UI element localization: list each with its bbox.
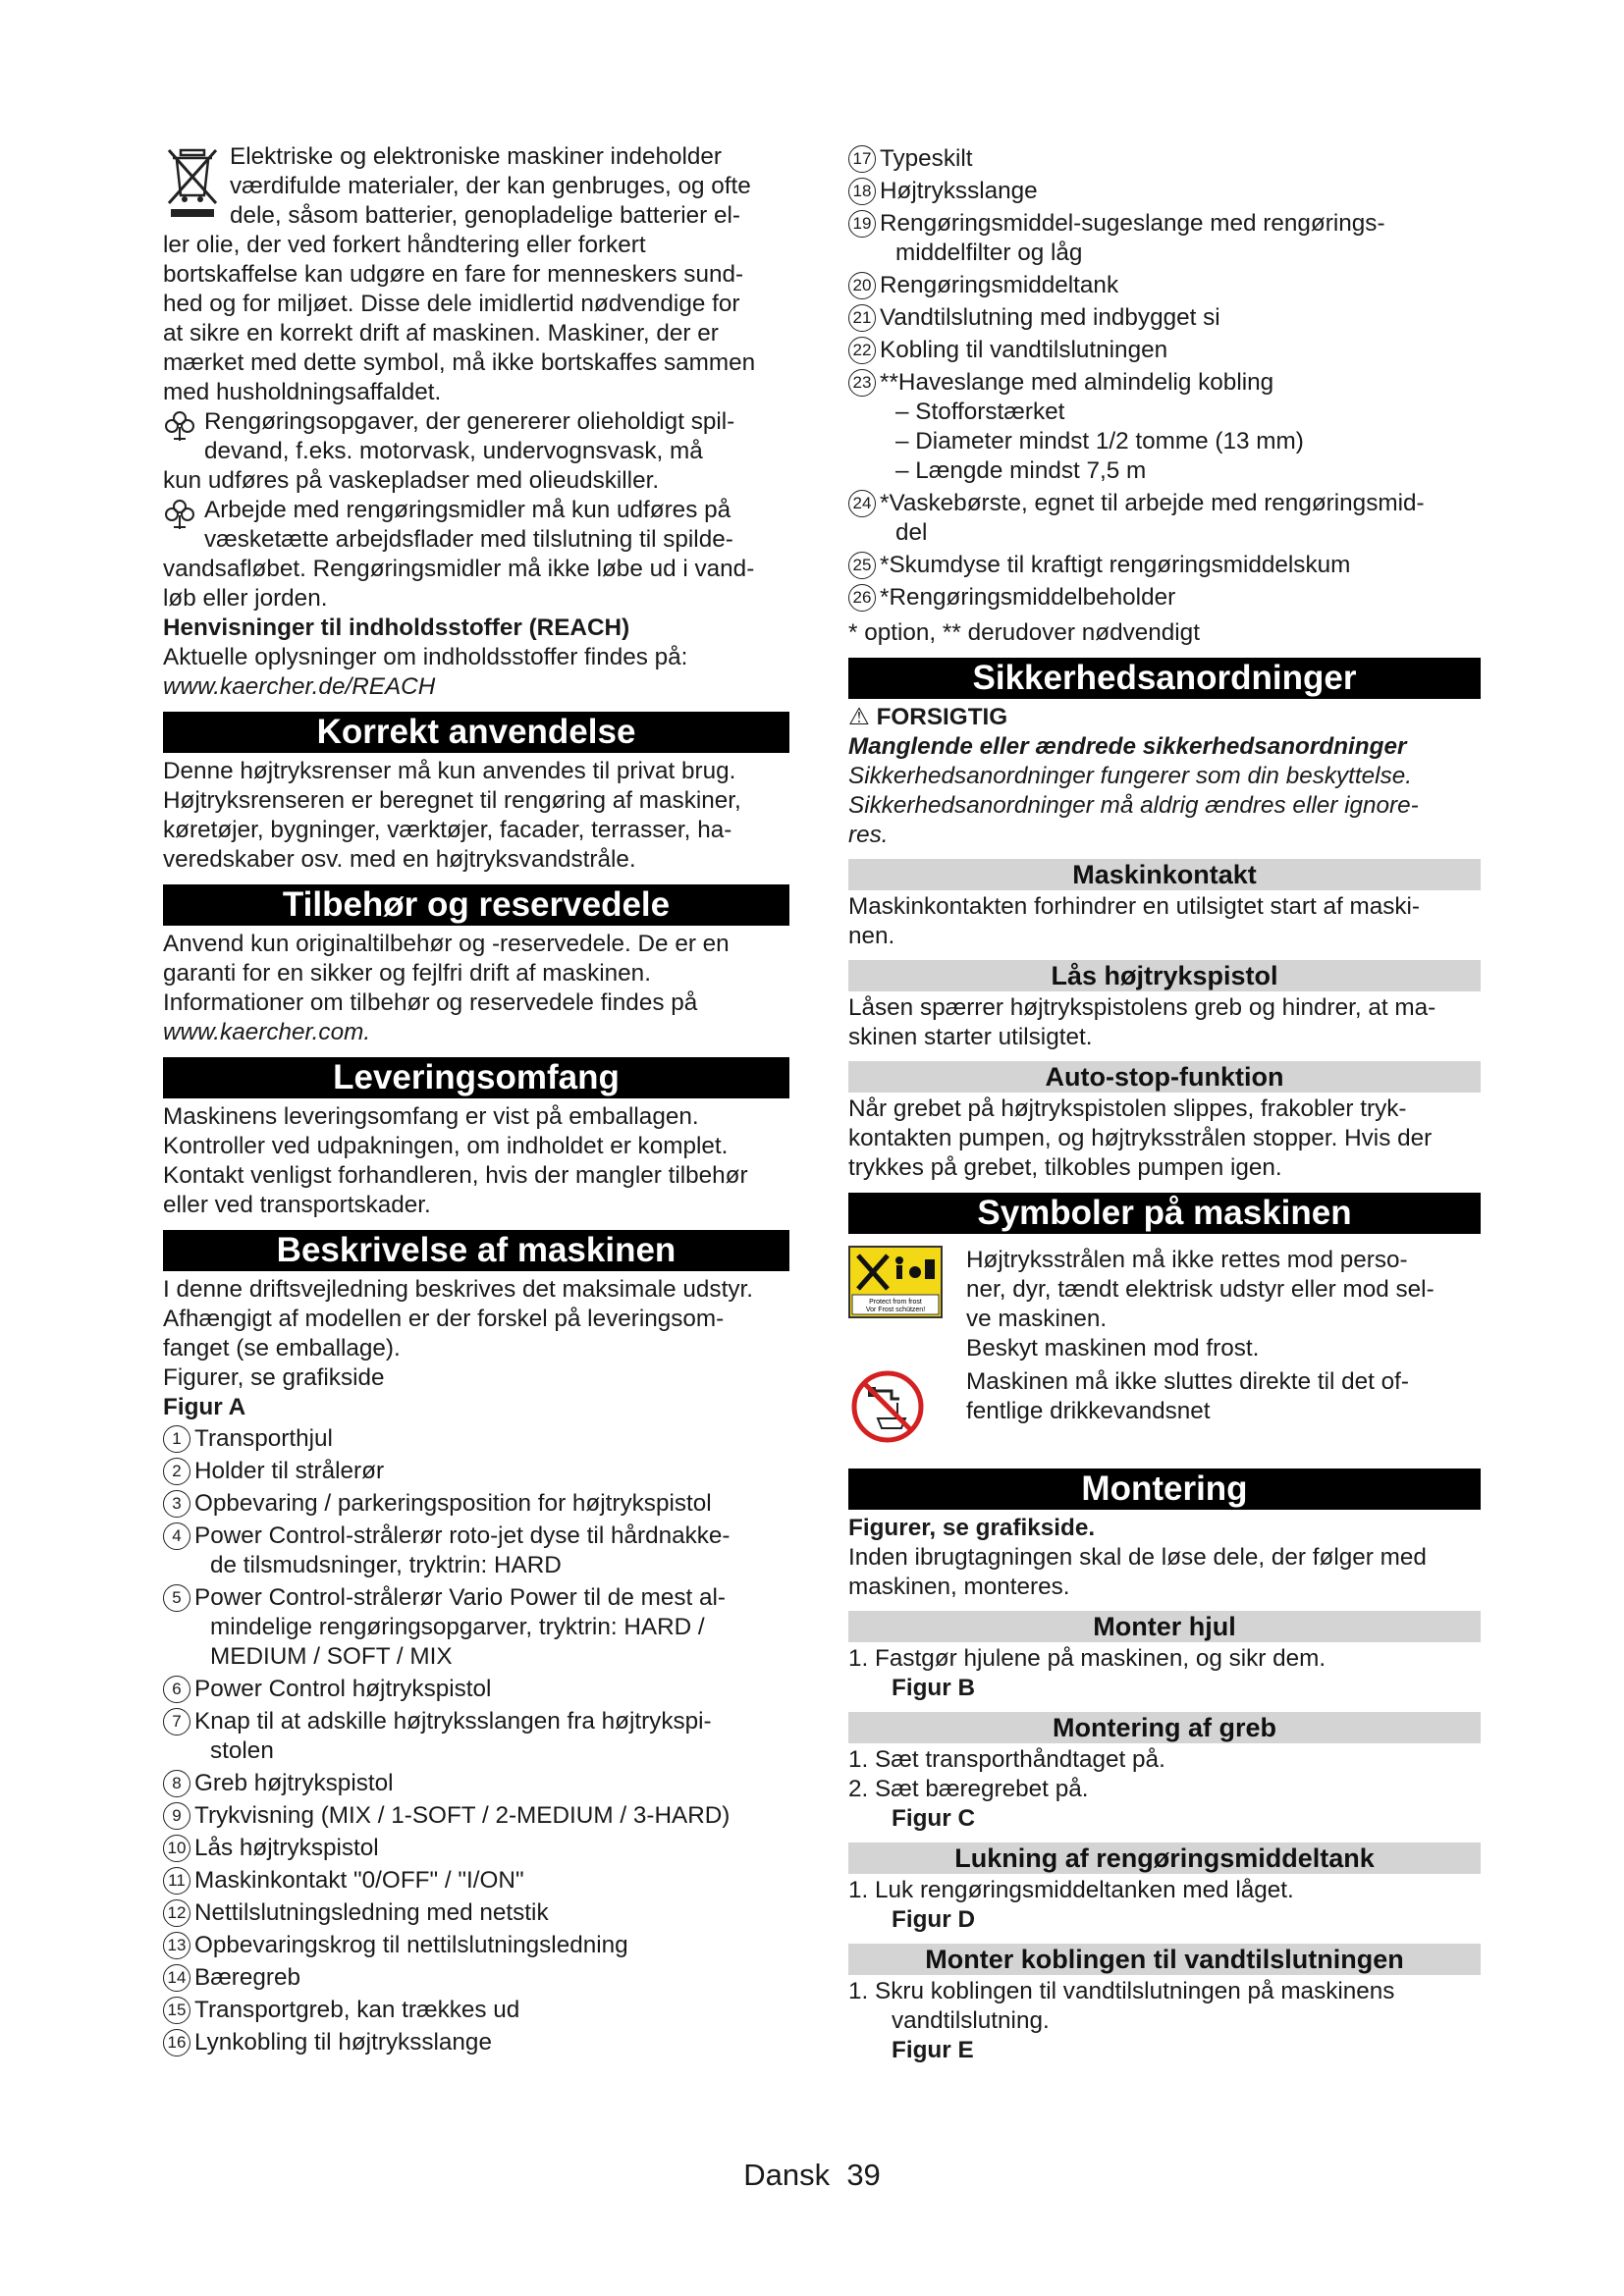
list-item xyxy=(163,1457,789,1486)
env-line: løb eller jorden. xyxy=(163,585,328,612)
text-line: Inden ibrugtagningen skal de løse dele, der følger med xyxy=(848,1544,1427,1571)
environment-icon xyxy=(163,409,196,443)
text-line: Maskinen må ikke sluttes direkte til det of- xyxy=(966,1368,1410,1395)
section-korrekt-anvendelse: Korrekt anvendelse xyxy=(163,712,789,753)
item-text xyxy=(192,1834,379,1863)
text-line: køretøjer, bygninger, værktøjer, facader, terrasser, ha- xyxy=(163,817,732,843)
weee-line: at sikre en korrekt drift af maskinen. Maskiner, der er xyxy=(163,320,719,347)
text-line: Højtryksrenseren er beregnet til rengøring af maskiner, xyxy=(163,787,741,814)
text-line: I denne driftsvejledning beskrives det maksimale udstyr. xyxy=(163,1276,753,1303)
text-line: ve maskinen. xyxy=(966,1306,1108,1332)
subsection-monter-hjul: Monter hjul xyxy=(848,1611,1481,1642)
text-line: Når grebet på højtrykspistolen slippes, frakobler tryk- xyxy=(848,1095,1407,1122)
list-item xyxy=(163,1866,789,1896)
item-number: 19 xyxy=(848,210,876,238)
item-line: *Vaskebørste, egnet til arbejde med rengøringsmid- xyxy=(880,490,1425,516)
symbol-row-drinkwater xyxy=(848,1367,1481,1451)
item-number: 26 xyxy=(848,584,876,612)
warning-line: Sikkerhedsanordninger må aldrig ændres eller ignore- xyxy=(848,792,1419,819)
component-list xyxy=(848,144,1481,613)
list-item xyxy=(163,1583,789,1672)
figure-ref: Figur D xyxy=(892,1906,976,1933)
component-list xyxy=(163,1424,789,2057)
list-item xyxy=(163,1707,789,1766)
item-line: Typeskilt xyxy=(880,145,973,172)
crossed-bin-icon xyxy=(163,144,222,219)
text-line: Figurer, se grafikside xyxy=(163,1364,385,1391)
item-text xyxy=(192,2028,492,2057)
warning-line: Sikkerhedsanordninger fungerer som din beskyttelse. xyxy=(848,763,1412,789)
item-text xyxy=(192,1489,712,1519)
figure-note: Figurer, se grafikside. xyxy=(848,1515,1096,1541)
list-item xyxy=(163,1424,789,1454)
item-number: 11 xyxy=(163,1867,190,1895)
list-item xyxy=(848,368,1481,486)
item-number: 2 xyxy=(163,1458,190,1485)
env-line: Arbejde med rengøringsmidler må kun udføres på xyxy=(204,497,731,523)
subsection-montering-greb: Montering af greb xyxy=(848,1712,1481,1743)
item-text xyxy=(192,1675,491,1704)
item-number: 6 xyxy=(163,1676,190,1703)
item-text xyxy=(878,303,1220,333)
text-line: garanti for en sikker og fejlfri drift af maskinen. xyxy=(163,960,651,987)
env-line: Rengøringsopgaver, der genererer olieholdigt spil- xyxy=(204,408,735,435)
item-text xyxy=(192,1898,549,1928)
item-text xyxy=(192,1707,712,1766)
list-item xyxy=(848,489,1481,548)
item-text xyxy=(192,1424,333,1454)
item-number: 4 xyxy=(163,1522,190,1550)
left-column xyxy=(163,142,789,2060)
item-text xyxy=(192,1931,628,1960)
footer-language: Dansk xyxy=(743,2158,831,2192)
item-line: Kobling til vandtilslutningen xyxy=(880,337,1168,363)
item-number: 5 xyxy=(163,1584,190,1612)
step: 1. Sæt transporthåndtaget på. xyxy=(848,1746,1165,1773)
list-item xyxy=(848,583,1481,613)
subsection-maskinkontakt: Maskinkontakt xyxy=(848,859,1481,890)
item-text xyxy=(878,336,1167,365)
section-leveringsomfang: Leveringsomfang xyxy=(163,1057,789,1098)
item-line: stolen xyxy=(210,1737,274,1764)
list-item xyxy=(848,271,1481,300)
symbol-image xyxy=(848,1246,966,1323)
item-text xyxy=(878,144,973,174)
item-number: 17 xyxy=(848,145,876,173)
item-line: mindelige rengøringsopgarver, tryktrin: HARD / xyxy=(210,1614,705,1640)
item-line: Holder til strålerør xyxy=(194,1458,385,1484)
jet-warning-icon xyxy=(848,1246,943,1318)
list-item xyxy=(163,1931,789,1960)
item-number: 8 xyxy=(163,1770,190,1797)
item-text xyxy=(192,1769,394,1798)
step: 1. Fastgør hjulene på maskinen, og sikr dem. xyxy=(848,1645,1326,1672)
env-paragraph-2 xyxy=(163,496,789,614)
symbol-image xyxy=(848,1367,966,1451)
weee-line: med husholdningsaffaldet. xyxy=(163,379,442,405)
figure-ref: Figur B xyxy=(892,1675,976,1701)
item-text xyxy=(878,489,1425,548)
item-line: Greb højtrykspistol xyxy=(194,1770,394,1796)
env-line: vandsafløbet. Rengøringsmidler må ikke løbe ud i vand- xyxy=(163,556,755,582)
item-subline: – Diameter mindst 1/2 tomme (13 mm) xyxy=(895,428,1304,454)
weee-line: hed og for miljøet. Disse dele imidlertid nødvendige for xyxy=(163,291,740,317)
text-line: Kontroller ved udpakningen, om indholdet er komplet. xyxy=(163,1133,729,1159)
item-line: *Rengøringsmiddelbeholder xyxy=(880,584,1176,611)
item-line: *Skumdyse til kraftigt rengøringsmiddelskum xyxy=(880,552,1351,578)
symbol-description xyxy=(966,1367,1481,1426)
item-number: 14 xyxy=(163,1964,190,1992)
text-line: Kontakt venligst forhandleren, hvis der mangler tilbehør xyxy=(163,1162,748,1189)
reach-link[interactable]: www.kaercher.de/REACH xyxy=(163,673,436,700)
text-line: fentlige drikkevandsnet xyxy=(966,1398,1211,1424)
item-number: 9 xyxy=(163,1802,190,1830)
item-number: 16 xyxy=(163,2029,190,2056)
right-column xyxy=(848,142,1481,2065)
item-number: 3 xyxy=(163,1490,190,1518)
list-item xyxy=(163,1675,789,1704)
item-line: Opbevaringskrog til nettilslutningsledning xyxy=(194,1932,628,1958)
subsection-lukning: Lukning af rengøringsmiddeltank xyxy=(848,1842,1481,1874)
item-subline: – Længde mindst 7,5 m xyxy=(895,457,1147,484)
item-line: MEDIUM / SOFT / MIX xyxy=(210,1643,453,1670)
item-text xyxy=(192,1996,519,2025)
list-item xyxy=(848,177,1481,206)
footnote: * option, ** derudover nødvendigt xyxy=(848,619,1200,646)
item-line: Maskinkontakt "0/OFF" / "I/ON" xyxy=(194,1867,524,1894)
list-item xyxy=(163,1801,789,1831)
subsection-laas: Lås højtrykspistol xyxy=(848,960,1481,991)
section-sikkerhed: Sikkerhedsanordninger xyxy=(848,658,1481,699)
list-item xyxy=(163,2028,789,2057)
item-line: del xyxy=(895,519,928,546)
text-line: Denne højtryksrenser må kun anvendes til privat brug. xyxy=(163,758,736,784)
figure-ref: Figur E xyxy=(892,2037,974,2063)
weee-line: mærket med dette symbol, må ikke bortskaffes sammen xyxy=(163,349,756,376)
warning-line: res. xyxy=(848,822,889,848)
step: vandtilslutning. xyxy=(892,2007,1050,2034)
warning-heading: Manglende eller ændrede sikkerhedsanordninger xyxy=(848,733,1407,760)
item-text xyxy=(878,368,1304,486)
item-number: 10 xyxy=(163,1835,190,1862)
frost-label: Protect from frost xyxy=(869,1299,922,1306)
weee-line: dele, såsom batterier, genopladelige batterier el- xyxy=(230,202,740,229)
list-item xyxy=(163,1769,789,1798)
warning-label xyxy=(848,703,1481,732)
item-number: 22 xyxy=(848,337,876,364)
env-line: devand, f.eks. motorvask, undervognsvask, må xyxy=(204,438,703,464)
item-text xyxy=(878,271,1118,300)
item-subline: – Stofforstærket xyxy=(895,399,1065,425)
text-line: nen. xyxy=(848,923,895,949)
item-text xyxy=(878,209,1385,268)
item-line: Rengøringsmiddel-sugeslange med rengørings- xyxy=(880,210,1385,237)
item-line: **Haveslange med almindelig kobling xyxy=(880,369,1274,396)
warning-icon: ⚠ xyxy=(848,704,870,730)
env-line: væsketætte arbejdsflader med tilslutning til spilde- xyxy=(204,526,733,553)
section-tilbehor: Tilbehør og reservedele xyxy=(163,884,789,926)
item-line: Højtryksslange xyxy=(880,178,1038,204)
item-line: Bæregreb xyxy=(194,1964,301,1991)
text-line: eller ved transportskader. xyxy=(163,1192,431,1218)
item-text xyxy=(192,1583,726,1672)
item-line: Power Control-strålerør roto-jet dyse til hårdnakke- xyxy=(194,1522,731,1549)
symbol-row-jet xyxy=(848,1246,1481,1363)
symbol-description xyxy=(966,1246,1481,1363)
text-line: Maskinkontakten forhindrer en utilsigtet start af maski- xyxy=(848,893,1421,920)
text-line: Højtryksstrålen må ikke rettes mod perso- xyxy=(966,1247,1408,1273)
list-item xyxy=(848,144,1481,174)
text-line: Beskyt maskinen mod frost. xyxy=(966,1335,1260,1362)
item-line: Power Control-strålerør Vario Power til de mest al- xyxy=(194,1584,726,1611)
subsection-kobling: Monter koblingen til vandtilslutningen xyxy=(848,1944,1481,1975)
no-drinking-water-icon xyxy=(848,1367,927,1446)
item-line: Lås højtrykspistol xyxy=(194,1835,379,1861)
text-line: veredskaber osv. med en højtryksvandstråle. xyxy=(163,846,636,873)
figure-ref: Figur A xyxy=(163,1394,246,1420)
item-text xyxy=(192,1457,384,1486)
section-beskrivelse: Beskrivelse af maskinen xyxy=(163,1230,789,1271)
step: 1. Luk rengøringsmiddeltanken med låget. xyxy=(848,1877,1294,1903)
list-item xyxy=(848,303,1481,333)
subsection-autostop: Auto-stop-funktion xyxy=(848,1061,1481,1093)
list-item xyxy=(163,1963,789,1993)
weee-paragraph xyxy=(163,142,789,407)
item-number: 23 xyxy=(848,369,876,397)
item-number: 12 xyxy=(163,1899,190,1927)
item-number: 15 xyxy=(163,1997,190,2024)
item-number: 7 xyxy=(163,1708,190,1735)
text-line: ner, dyr, tændt elektrisk udstyr eller mod sel- xyxy=(966,1276,1435,1303)
list-item xyxy=(163,1522,789,1580)
section-symboler: Symboler på maskinen xyxy=(848,1193,1481,1234)
item-line: Trykvisning (MIX / 1-SOFT / 2-MEDIUM / 3-HARD) xyxy=(194,1802,731,1829)
item-number: 18 xyxy=(848,178,876,205)
item-number: 13 xyxy=(163,1932,190,1959)
section-montering: Montering xyxy=(848,1468,1481,1510)
kaercher-link[interactable]: www.kaercher.com. xyxy=(163,1019,371,1045)
warning-text: FORSIGTIG xyxy=(876,704,1008,730)
item-text xyxy=(192,1866,524,1896)
weee-line: værdifulde materialer, der kan genbruges, og ofte xyxy=(230,173,751,199)
item-line: Vandtilslutning med indbygget si xyxy=(880,304,1220,331)
text-line: maskinen, monteres. xyxy=(848,1574,1070,1600)
text-line: trykkes på grebet, tilkobles pumpen igen. xyxy=(848,1154,1282,1181)
item-line: middelfilter og låg xyxy=(895,240,1083,266)
list-item xyxy=(163,1996,789,2025)
item-number: 21 xyxy=(848,304,876,332)
reach-title: Henvisninger til indholdsstoffer (REACH) xyxy=(163,614,630,641)
item-line: Opbevaring / parkeringsposition for højtrykspistol xyxy=(194,1490,712,1517)
page-footer xyxy=(0,2158,1624,2193)
item-text xyxy=(878,551,1350,580)
item-number: 20 xyxy=(848,272,876,299)
text-line: Informationer om tilbehør og reservedele findes på xyxy=(163,989,698,1016)
figure-ref: Figur C xyxy=(892,1805,976,1832)
env-line: kun udføres på vaskepladser med olieudskiller. xyxy=(163,467,660,494)
text-line: kontakten pumpen, og højtryksstrålen stopper. Hvis der xyxy=(848,1125,1433,1151)
env-paragraph-1 xyxy=(163,407,789,496)
item-line: de tilsmudsninger, tryktrin: HARD xyxy=(210,1552,562,1578)
item-line: Rengøringsmiddeltank xyxy=(880,272,1119,298)
text-line: skinen starter utilsigtet. xyxy=(848,1024,1093,1050)
weee-line: ler olie, der ved forkert håndtering eller forkert xyxy=(163,232,646,258)
item-line: Power Control højtrykspistol xyxy=(194,1676,492,1702)
text-line: fanget (se emballage). xyxy=(163,1335,401,1362)
item-text xyxy=(192,1963,300,1993)
text-line: Låsen spærrer højtrykspistolens greb og hindrer, at ma- xyxy=(848,994,1436,1021)
list-item xyxy=(163,1834,789,1863)
list-item xyxy=(163,1489,789,1519)
item-text xyxy=(192,1801,730,1831)
item-text xyxy=(878,583,1175,613)
weee-line: Elektriske og elektroniske maskiner indeholder xyxy=(230,143,723,170)
item-line: Transportgreb, kan trækkes ud xyxy=(194,1997,520,2023)
item-line: Lynkobling til højtryksslange xyxy=(194,2029,492,2056)
reach-text: Aktuelle oplysninger om indholdsstoffer findes på: xyxy=(163,644,688,670)
step: 2. Sæt bæregrebet på. xyxy=(848,1776,1089,1802)
environment-icon xyxy=(163,498,196,531)
list-item xyxy=(848,551,1481,580)
text-line: Maskinens leveringsomfang er vist på emballagen. xyxy=(163,1103,699,1130)
item-number: 25 xyxy=(848,552,876,579)
item-line: Knap til at adskille højtryksslangen fra højtrykspi- xyxy=(194,1708,712,1735)
text-line: Afhængigt af modellen er der forskel på leveringsom- xyxy=(163,1306,725,1332)
item-number: 1 xyxy=(163,1425,190,1453)
item-number: 24 xyxy=(848,490,876,517)
step: 1. Skru koblingen til vandtilslutningen på maskinens xyxy=(848,1978,1395,2004)
text-line: Anvend kun originaltilbehør og -reservedele. De er en xyxy=(163,931,730,957)
item-line: Transporthjul xyxy=(194,1425,333,1452)
frost-label: Vor Frost schützen! xyxy=(865,1307,926,1313)
list-item xyxy=(848,336,1481,365)
list-item xyxy=(163,1898,789,1928)
item-line: Nettilslutningsledning med netstik xyxy=(194,1899,549,1926)
page-number: 39 xyxy=(846,2158,881,2192)
item-text xyxy=(878,177,1038,206)
weee-line: bortskaffelse kan udgøre en fare for menneskers sund- xyxy=(163,261,744,288)
list-item xyxy=(848,209,1481,268)
item-text xyxy=(192,1522,731,1580)
